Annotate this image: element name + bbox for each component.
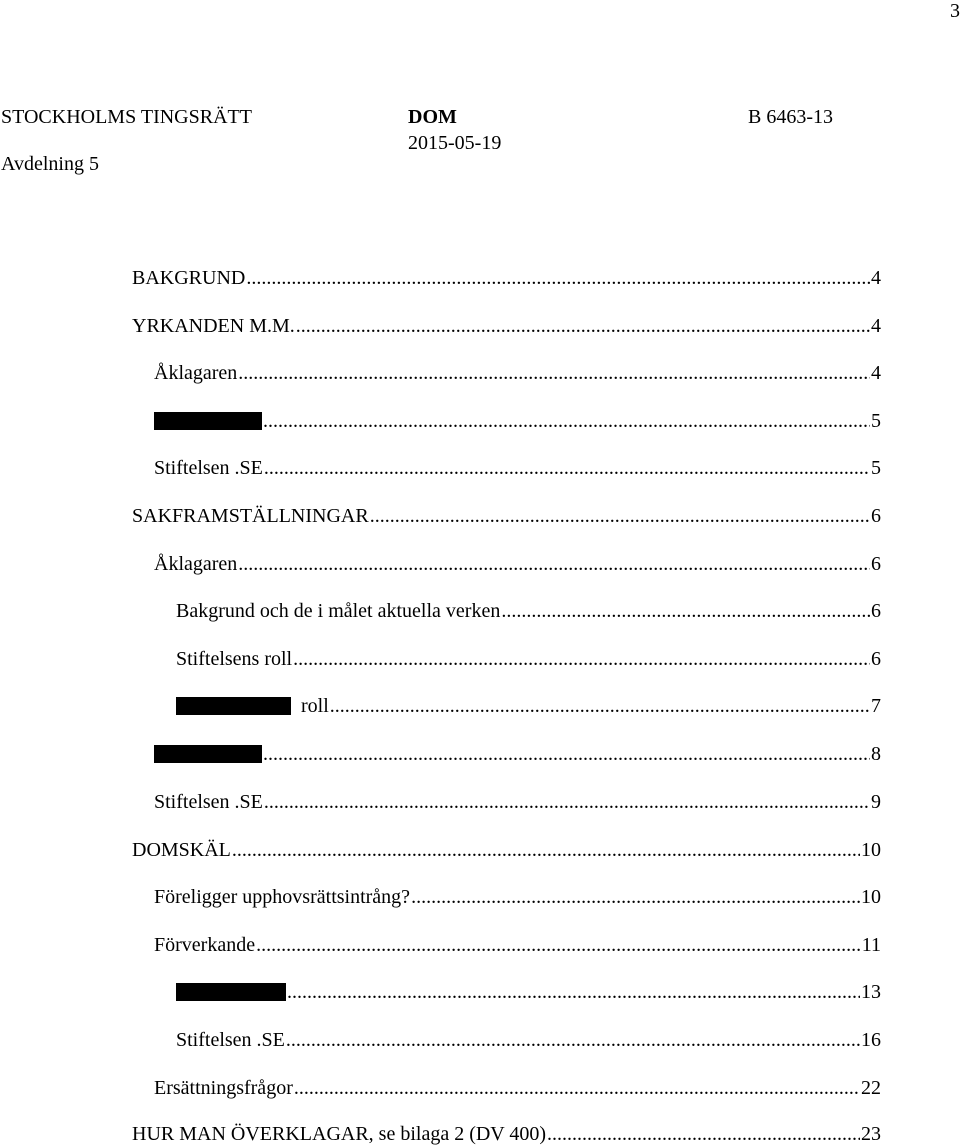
toc-entry-page: 7 bbox=[871, 695, 881, 717]
toc-leader-dots bbox=[411, 885, 860, 909]
toc-entry-page: 13 bbox=[861, 981, 881, 1003]
toc-entry-title bbox=[154, 552, 237, 576]
toc-entry[interactable] bbox=[154, 790, 881, 814]
toc-entry-title bbox=[176, 647, 292, 671]
toc-leader-dots bbox=[232, 838, 860, 862]
toc-entry-text: Förverkande bbox=[154, 934, 256, 956]
toc-entry-text: Åklagaren bbox=[154, 362, 238, 384]
toc-entry-page: 10 bbox=[861, 839, 881, 861]
toc-leader-dots bbox=[547, 1122, 860, 1146]
toc-entry-page: 22 bbox=[861, 1077, 881, 1099]
toc-entry-title bbox=[132, 1122, 546, 1146]
toc-entry-page: 9 bbox=[871, 791, 881, 813]
toc-leader-dots bbox=[293, 647, 870, 671]
toc-entry[interactable] bbox=[176, 647, 881, 671]
toc-entry-title bbox=[176, 599, 500, 623]
document-date: 2015-05-19 bbox=[408, 132, 502, 154]
toc-entry[interactable] bbox=[154, 933, 881, 957]
toc-leader-dots bbox=[238, 552, 870, 576]
toc-entry[interactable] bbox=[154, 885, 881, 909]
toc-entry-text: Stiftelsens roll bbox=[176, 648, 293, 670]
toc-entry[interactable] bbox=[132, 838, 881, 862]
toc-entry-text: HUR MAN ÖVERKLAGAR, se bilaga 2 (DV 400) bbox=[132, 1123, 547, 1145]
toc-leader-dots bbox=[246, 266, 870, 290]
redaction-block bbox=[154, 412, 262, 430]
toc-entry[interactable] bbox=[154, 361, 881, 385]
toc-entry-title bbox=[154, 409, 262, 433]
toc-leader-dots bbox=[256, 933, 861, 957]
toc-entry[interactable] bbox=[154, 409, 881, 433]
toc-entry-page: 11 bbox=[861, 934, 881, 956]
toc-entry-title bbox=[176, 1028, 285, 1052]
toc-leader-dots bbox=[264, 456, 870, 480]
toc-entry-page: 6 bbox=[871, 600, 881, 622]
toc-entry-text: YRKANDEN M.M. bbox=[132, 315, 295, 337]
toc-entry[interactable] bbox=[154, 1076, 881, 1100]
toc-entry-text: DOMSKÄL bbox=[132, 839, 231, 861]
toc-entry-page: 6 bbox=[871, 553, 881, 575]
toc-entry-page: 5 bbox=[871, 410, 881, 432]
toc-entry[interactable] bbox=[154, 742, 881, 766]
toc-entry-text: Bakgrund och de i målet aktuella verken bbox=[176, 600, 501, 622]
toc-entry-title bbox=[154, 742, 262, 766]
toc-entry-page: 8 bbox=[871, 743, 881, 765]
toc-entry-title bbox=[132, 838, 231, 862]
document-type: DOM bbox=[408, 106, 457, 128]
toc-entry-title bbox=[154, 361, 237, 385]
court-name: STOCKHOLMS TINGSRÄTT bbox=[1, 106, 252, 128]
toc-entry-text: Stiftelsen .SE bbox=[176, 1029, 285, 1051]
toc-entry[interactable] bbox=[176, 980, 881, 1004]
toc-entry-title bbox=[132, 504, 369, 528]
toc-entry-page: 5 bbox=[871, 457, 881, 479]
toc-entry[interactable] bbox=[132, 314, 881, 338]
page-number: 3 bbox=[950, 0, 960, 22]
toc-entry-page: 16 bbox=[861, 1029, 881, 1051]
toc-entry[interactable] bbox=[132, 266, 881, 290]
toc-entry-text: Stiftelsen .SE bbox=[154, 791, 263, 813]
toc-entry[interactable] bbox=[154, 456, 881, 480]
case-number: B 6463-13 bbox=[748, 106, 833, 128]
toc-entry-title bbox=[154, 456, 263, 480]
toc-leader-dots bbox=[296, 314, 870, 338]
toc-entry[interactable] bbox=[154, 552, 881, 576]
toc-entry-text: SAKFRAMSTÄLLNINGAR bbox=[132, 505, 369, 527]
toc-entry[interactable] bbox=[176, 599, 881, 623]
toc-entry-text: Åklagaren bbox=[154, 553, 238, 575]
toc-entry-text: Föreligger upphovsrättsintrång? bbox=[154, 886, 411, 908]
toc-leader-dots bbox=[294, 1076, 860, 1100]
toc-entry-page: 23 bbox=[861, 1123, 881, 1145]
toc-entry-text: BAKGRUND bbox=[132, 267, 246, 289]
toc-entry[interactable] bbox=[176, 1028, 881, 1052]
toc-entry[interactable] bbox=[176, 694, 881, 718]
toc-entry-page: 6 bbox=[871, 505, 881, 527]
toc-entry-title bbox=[154, 790, 263, 814]
toc-leader-dots bbox=[264, 790, 870, 814]
toc-entry-title bbox=[176, 980, 286, 1004]
toc-entry-page: 10 bbox=[861, 886, 881, 908]
toc-leader-dots bbox=[263, 742, 870, 766]
toc-entry-text: Ersättningsfrågor bbox=[154, 1077, 293, 1099]
toc-entry[interactable] bbox=[132, 1122, 881, 1146]
court-division: Avdelning 5 bbox=[1, 153, 99, 175]
toc-entry-title bbox=[154, 885, 410, 909]
toc-leader-dots bbox=[286, 1028, 860, 1052]
toc-entry-page: 6 bbox=[871, 648, 881, 670]
toc-entry-title bbox=[154, 933, 255, 957]
toc-entry-page: 4 bbox=[871, 267, 881, 289]
toc-entry-page: 4 bbox=[871, 315, 881, 337]
toc-entry-title bbox=[176, 694, 329, 718]
toc-entry-text: Stiftelsen .SE bbox=[154, 457, 263, 479]
toc-entry-page: 4 bbox=[871, 362, 881, 384]
redaction-block bbox=[176, 983, 286, 1001]
redaction-block bbox=[176, 697, 291, 715]
toc-entry-title bbox=[132, 266, 245, 290]
toc-entry-title bbox=[132, 314, 295, 338]
toc-leader-dots bbox=[501, 599, 870, 623]
toc-leader-dots bbox=[287, 980, 860, 1004]
redaction-block bbox=[154, 745, 262, 763]
toc-entry-title bbox=[154, 1076, 293, 1100]
toc-entry[interactable] bbox=[132, 504, 881, 528]
toc-leader-dots bbox=[263, 409, 870, 433]
toc-leader-dots bbox=[238, 361, 870, 385]
toc-leader-dots bbox=[370, 504, 870, 528]
toc-leader-dots bbox=[330, 694, 870, 718]
toc-entry-text: roll bbox=[301, 695, 329, 717]
